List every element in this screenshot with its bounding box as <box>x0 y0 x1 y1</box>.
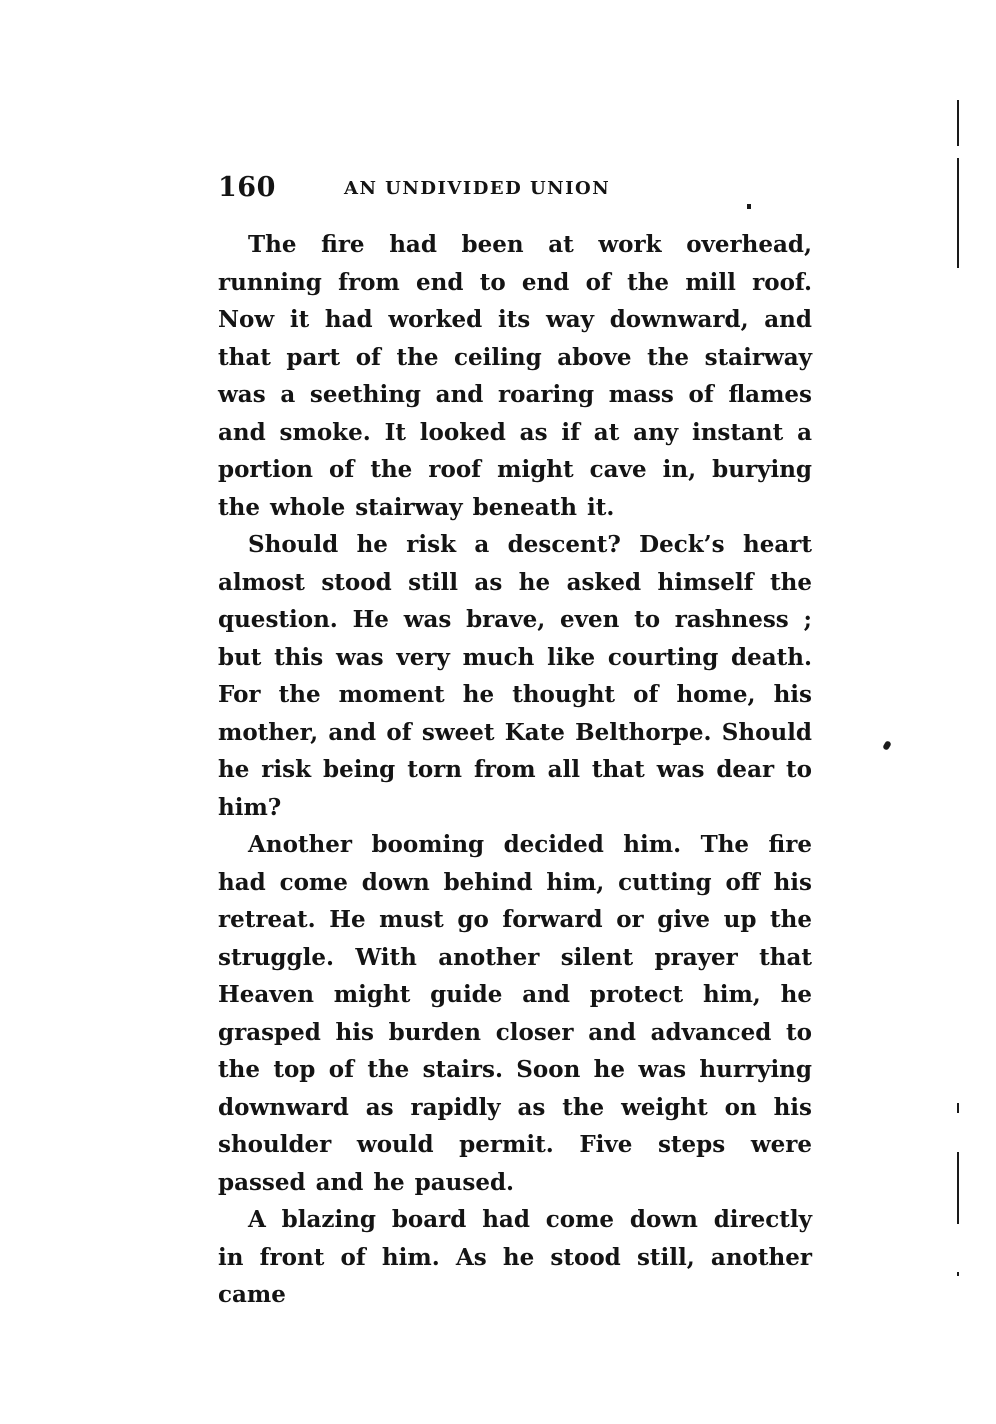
scan-edge-line <box>957 100 959 146</box>
scan-edge-line <box>957 1103 959 1113</box>
scan-edge-line <box>957 1152 959 1224</box>
paragraph-another-booming: Another booming decided him. The fire had come down behind him, cutting off his retreat. He must go forward or give up the struggle. With another silent prayer that Heaven might guide and protect him, he grasped his burden closer and advanced to the top of the stairs. Soon he was hurrying downward as rapidly as the weight on his shoulder would permit. Five steps were passed and he paused. <box>218 831 812 1196</box>
scan-edge-line <box>957 158 959 268</box>
paragraph-fire-overhead: The fire had been at work overhead, running from end to end of the mill roof. Now it had worked its way downward, and that part of the ceiling above the stairway was a seething and roaring mass of flames and smoke. It looked as if at any instant a portion of the roof might cave in, burying the whole stairway beneath it. <box>218 231 812 521</box>
running-head <box>218 172 812 206</box>
paragraph-risk-descent: Should he risk a descent? Deck’s heart almost stood still as he asked himself the question. He was brave, even to rashness ; but this was very much like courting death. For the moment he thought of home, his mother, and of sweet Kate Belthorpe. Should he risk being torn from all that was dear to him? <box>218 531 812 821</box>
page-number: 160 <box>218 172 276 203</box>
scan-speck <box>882 740 892 751</box>
paragraph-blazing-board: A blazing board had come down directly in front of him. As he stood still, another came <box>218 1206 812 1308</box>
running-title: AN UNDIVIDED UNION <box>344 178 611 199</box>
scan-speck <box>957 1272 959 1276</box>
scan-speck <box>747 204 751 209</box>
body-text <box>218 226 812 1314</box>
